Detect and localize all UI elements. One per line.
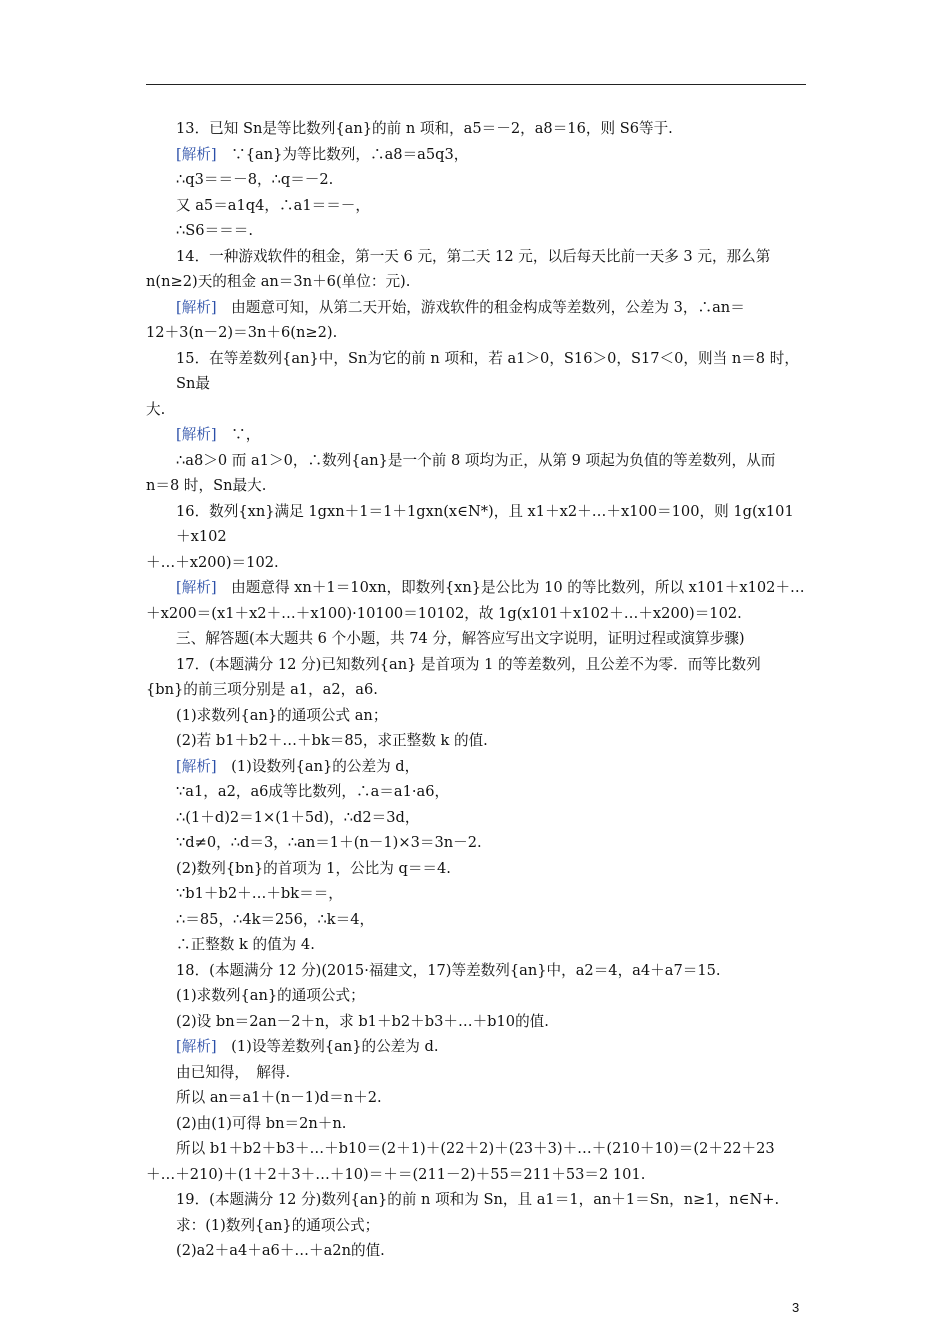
line-text: (1)设等差数列{an}的公差为 d. [216,1038,439,1055]
line-text: ∵， [216,426,261,443]
line-text: n(n≥2)天的租金 an＝3n＋6(单位：元). [146,273,411,290]
document-body [146,116,806,1264]
text-line [146,1187,806,1213]
text-line [146,805,806,831]
line-text: (1)设数列{an}的公差为 d， [216,757,420,775]
text-line [146,269,806,295]
line-text: 13．已知 Sn是等比数列{an}的前 n 项和，a5＝－2，a8＝16，则 S6等于. [176,120,673,137]
text-line [146,1136,806,1162]
line-text: 由题意可知，从第二天开始，游戏软件的租金构成等差数列，公差为 3，∴an＝ [216,298,745,316]
line-text: (1)求数列{an}的通项公式 an； [176,706,388,724]
line-text: 12＋3(n－2)＝3n＋6(n≥2). [146,324,338,341]
text-line [146,1085,806,1111]
line-text: (2)若 b1＋b2＋…＋bk＝85，求正整数 k 的值. [176,732,488,749]
line-text: 由题意得 xn＋1＝10xn，即数列{xn}是公比为 10 的等比数列，所以 x101＋x102＋… [216,579,805,596]
line-text: 19．(本题满分 12 分)数列{an}的前 n 项和为 Sn，且 a1＝1，an＋1＝Sn，n≥1，n∈N+. [176,1191,780,1208]
line-text: (2)由(1)可得 bn＝2n＋n. [176,1114,347,1132]
line-text: (2)a2＋a4＋a6＋…＋a2n的值. [176,1242,385,1259]
line-text: 17．(本题满分 12 分)已知数列{an} 是首项为 1 的等差数列，且公差不为零．而等比数列 [176,655,761,673]
text-line [146,193,806,219]
text-line [146,167,806,193]
text-line [146,116,806,142]
line-text: ∴q3＝＝－8，∴q＝－2. [176,171,334,188]
text-line [146,958,806,984]
line-text: ∴(1＋d)2＝1×(1＋5d)，∴d2＝3d， [176,808,420,826]
text-line [146,830,806,856]
text-line [146,1238,806,1264]
line-text: ∵b1＋b2＋…＋bk＝＝， [176,885,343,902]
text-line [146,244,806,270]
text-line [146,218,806,244]
line-text: n＝8 时，Sn最大. [146,477,267,494]
line-text: (2)数列{bn}的首项为 1，公比为 q＝＝4. [176,859,451,877]
text-line [146,703,806,729]
analysis-tag: [解析] [176,1038,217,1055]
text-line [146,346,806,397]
analysis-tag: [解析] [176,145,217,163]
line-text: ∴＝85，∴4k＝256，∴k＝4， [176,910,375,928]
line-text: {bn}的前三项分别是 a1，a2，a6. [146,681,378,698]
line-text: 求：(1)数列{an}的通项公式； [176,1216,380,1234]
line-text: ∴正整数 k 的值为 4. [176,936,315,953]
line-text: 三、解答题(本大题共 6 个小题，共 74 分，解答应写出文字说明，证明过程或演算步骤) [176,630,745,647]
text-line [146,422,806,448]
text-line [146,626,806,652]
line-text: 又 a5＝a1q4，∴a1＝＝－， [176,196,370,214]
line-text: 16．数列{xn}满足 1gxn＋1＝1＋1gxn(x∈N*)，且 x1＋x2＋…＋x100＝100，则 1g(x101＋x102 [176,502,794,545]
text-line [146,1213,806,1239]
header-rule [146,84,806,85]
analysis-tag: [解析] [176,298,217,316]
text-line [146,473,806,499]
text-line [146,397,806,423]
text-line [146,932,806,958]
text-line [146,575,806,601]
analysis-tag: [解析] [176,757,217,775]
line-text: 所以 an＝a1＋(n－1)d＝n＋2. [176,1089,382,1106]
text-line [146,1060,806,1086]
text-line [146,677,806,703]
text-line [146,295,806,321]
line-text: ∵a1，a2，a6成等比数列，∴a＝a1·a6， [176,783,450,800]
text-line [146,320,806,346]
line-text: 由已知得， 解得. [176,1063,291,1081]
text-line [146,779,806,805]
line-text: ∵d≠0，∴d＝3，∴an＝1＋(n－1)×3＝3n－2. [176,834,482,851]
analysis-tag: [解析] [176,579,217,596]
line-text: (2)设 bn＝2an－2＋n，求 b1＋b2＋b3＋…＋b10的值. [176,1012,549,1030]
line-text: ＋x200＝(x1＋x2＋…＋x100)·10100＝10102，故 1g(x101＋x102＋…＋x200)＝102. [146,604,742,622]
text-line [146,1111,806,1137]
line-text: ＋…＋x200)＝102. [146,553,279,571]
text-line [146,754,806,780]
text-line [146,142,806,168]
line-text: 14．一种游戏软件的租金，第一天 6 元，第二天 12 元，以后每天比前一天多 3 元，那么第 [176,247,771,265]
text-line [146,1034,806,1060]
analysis-tag: [解析] [176,426,217,443]
line-text: 18．(本题满分 12 分)(2015·福建文，17)等差数列{an}中，a2＝4，a4＋a7＝15. [176,961,721,979]
page-number: 3 [792,1300,800,1315]
text-line [146,550,806,576]
line-text: ∴a8＞0 而 a1＞0，∴数列{an}是一个前 8 项均为正，从第 9 项起为负值的等差数列，从而 [176,451,776,469]
line-text: 15．在等差数列{an}中，Sn为它的前 n 项和，若 a1＞0，S16＞0，S17＜0，则当 n＝8 时，Sn最 [176,349,799,392]
text-line [146,983,806,1009]
text-line [146,728,806,754]
line-text: ∴S6＝＝＝. [176,222,253,239]
line-text: 大. [146,400,166,418]
line-text: ∵{an}为等比数列，∴a8＝a5q3， [216,145,469,163]
text-line [146,448,806,474]
text-line [146,652,806,678]
line-text: 所以 b1＋b2＋b3＋…＋b10＝(2＋1)＋(22＋2)＋(23＋3)＋…＋(210＋10)＝(2＋22＋23 [176,1140,775,1157]
line-text: ＋…＋210)＋(1＋2＋3＋…＋10)＝＋＝(211－2)＋55＝211＋53＝2 101. [146,1165,646,1183]
text-line [146,881,806,907]
line-text: (1)求数列{an}的通项公式； [176,987,365,1004]
text-line [146,1162,806,1188]
text-line [146,601,806,627]
text-line [146,1009,806,1035]
text-line [146,499,806,550]
text-line [146,907,806,933]
text-line [146,856,806,882]
